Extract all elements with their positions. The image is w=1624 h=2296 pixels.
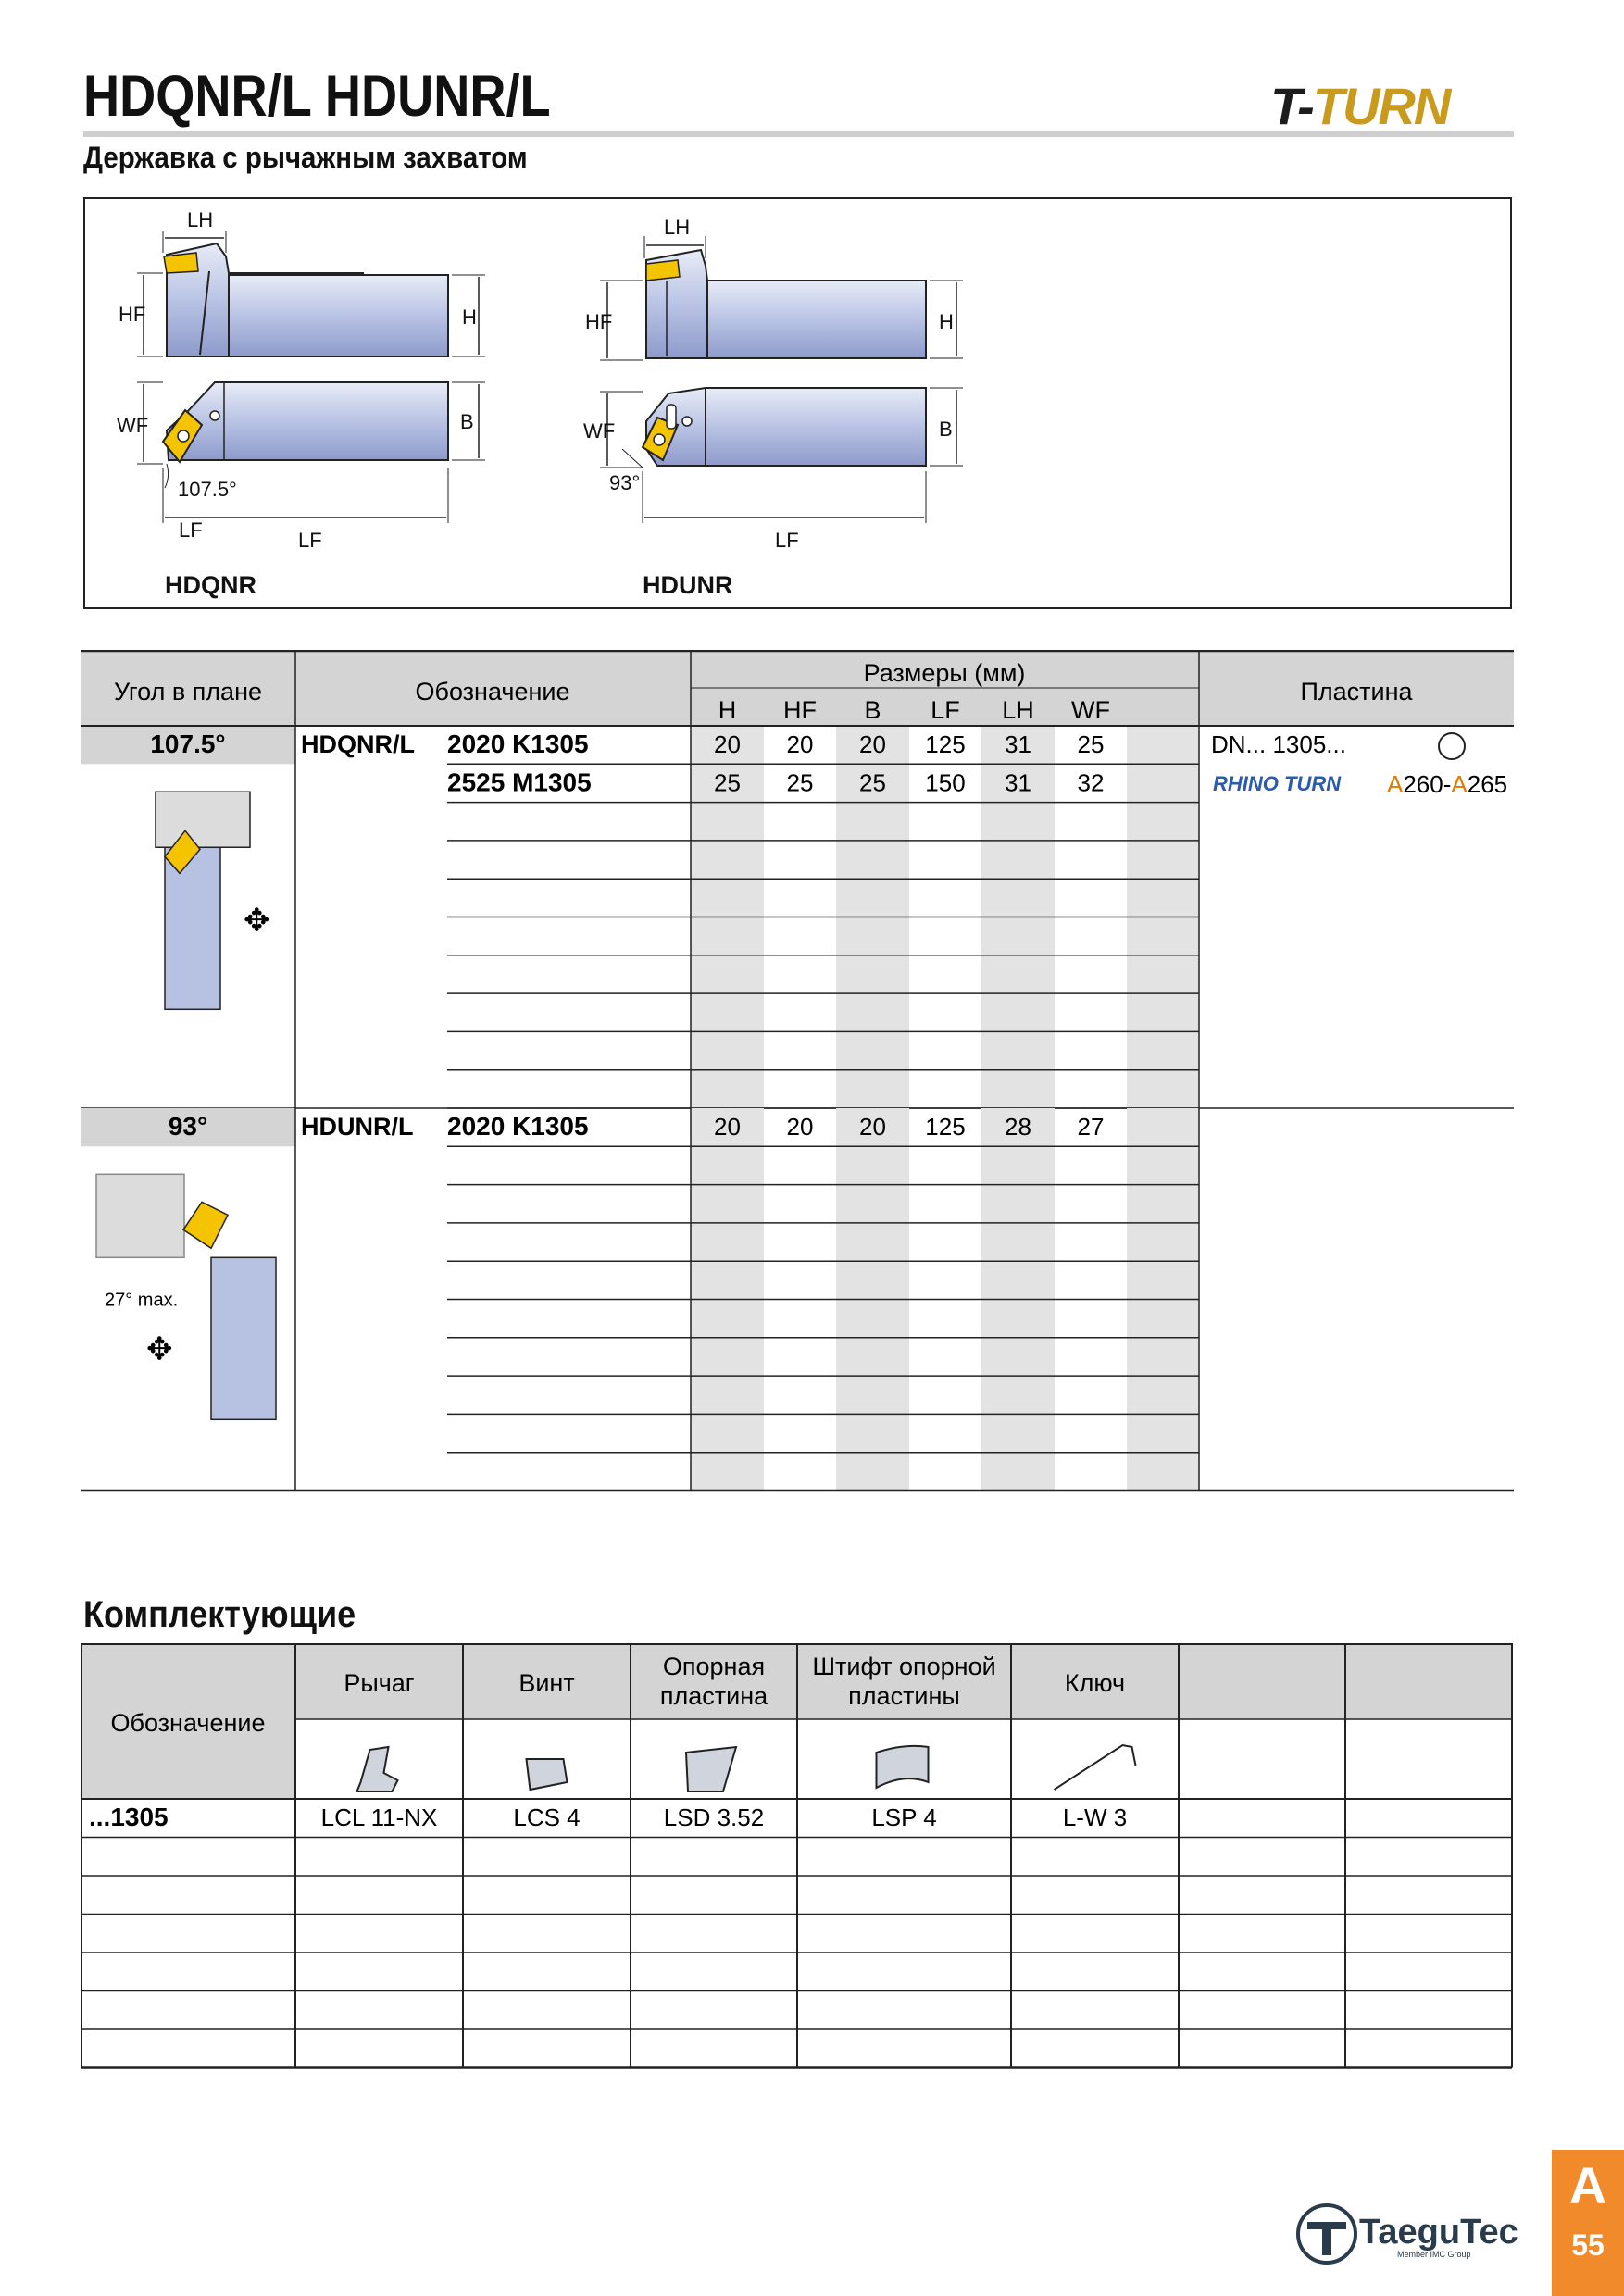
hdunr-lh-label: LH (664, 216, 691, 239)
t-turn-logo (1270, 76, 1449, 136)
family-code: HDUNR/L (301, 1113, 414, 1141)
ref-number: 260- (1403, 770, 1452, 798)
key-icon (1055, 1745, 1136, 1790)
hdqnr-hf-label: HF (119, 303, 146, 326)
page-number: 55 (1571, 2228, 1605, 2262)
logo-word: TURN (1312, 77, 1450, 135)
dim-value: 125 (925, 1113, 966, 1141)
screw-icon (527, 1759, 568, 1790)
col-dimensions-header: Размеры (мм) (863, 659, 1026, 687)
hdqnr-lf-value-label: LF (298, 529, 322, 552)
feed-direction-icon: ✥ (244, 903, 270, 939)
accessory-value: LSP 4 (871, 1803, 937, 1831)
accessory-col-header: Рычаг (344, 1669, 415, 1697)
accessories-title: Комплектующие (83, 1594, 356, 1635)
hdunr-top-view (600, 388, 963, 523)
holder-code: 2525 M1305 (447, 767, 592, 797)
dim-value: 20 (786, 730, 814, 758)
hdqnr-side-view (137, 231, 485, 356)
accessory-designation: ...1305 (89, 1803, 169, 1831)
holder-table (81, 650, 1514, 1499)
dim-value: 31 (1005, 768, 1031, 797)
hdqnr-h-label: H (462, 306, 477, 329)
page-subtitle: Державка с рычажным захватом (83, 141, 528, 174)
dim-col-header-b: B (864, 696, 881, 724)
logo-prefix: T- (1270, 77, 1313, 135)
dim-value: 20 (786, 1113, 814, 1141)
lever-icon (357, 1747, 398, 1791)
tool-drawing-box (83, 197, 1512, 609)
dim-value: 25 (714, 768, 741, 797)
insert-code: DN... 1305... (1211, 730, 1346, 758)
hdunr-code-label: HDUNR (643, 571, 733, 599)
feed-direction-icon: ✥ (146, 1331, 173, 1367)
col-insert-header: Пластина (1300, 678, 1413, 705)
holder-code: 2020 K1305 (447, 1112, 589, 1141)
workpiece-shape (96, 1174, 184, 1257)
accessory-col-header: Винт (518, 1669, 575, 1697)
workpiece-shape (156, 792, 250, 847)
hdunr-h-label: H (939, 310, 954, 333)
insert-shape (183, 1202, 228, 1248)
ref-letter: A (1451, 770, 1468, 798)
hdqnr-lf-label: LF (179, 518, 203, 542)
dim-value: 25 (1077, 730, 1105, 758)
dim-col-header-wf: WF (1071, 696, 1110, 724)
accessories-table-grid (81, 1643, 1514, 2072)
shim-pin-icon (877, 1746, 929, 1788)
shim-icon (686, 1747, 736, 1791)
dim-value: 20 (859, 1113, 886, 1141)
max-angle-label: 27° max. (105, 1290, 179, 1311)
taegutec-emblem-icon (1294, 2202, 1359, 2266)
catalog-ref-pages (1387, 770, 1507, 798)
col-designation-header: Обозначение (415, 678, 570, 705)
company-name: TaeguTec (1359, 2213, 1518, 2252)
catalog-ref-icon (1439, 733, 1465, 759)
holder-table-grid (81, 650, 1514, 1494)
hdunr-wf-label: WF (583, 419, 616, 443)
ref-letter: A (1387, 770, 1404, 798)
dim-value: 25 (859, 768, 886, 797)
dim-col-header-hf: HF (783, 696, 817, 724)
accessory-col-header: Ключ (1064, 1669, 1126, 1697)
dim-value: 125 (925, 730, 966, 758)
angle-107-illustration (165, 847, 220, 1009)
section-letter: A (1568, 2156, 1607, 2215)
hdqnr-lh-label: LH (187, 208, 214, 231)
accessory-col-header: пластины (848, 1682, 960, 1710)
dim-col-header-lh: LH (1002, 696, 1034, 724)
ref-number: 265 (1467, 770, 1508, 798)
accessories-designation-header: Обозначение (110, 1709, 266, 1737)
angle-value: 107.5° (150, 730, 226, 758)
accessory-value: L-W 3 (1062, 1803, 1128, 1831)
accessory-col-header: пластина (659, 1682, 768, 1710)
rhino-turn-logo: RHINO TURN (1213, 772, 1342, 795)
dim-value: 32 (1077, 768, 1105, 797)
angle-93-illustration (211, 1257, 276, 1419)
dim-col-header-lf: LF (931, 696, 960, 724)
accessories-table (81, 1643, 1514, 2077)
col-angle-header: Угол в плане (113, 678, 263, 705)
angle-value: 93° (168, 1112, 208, 1141)
hdunr-angle-label: 93° (609, 471, 641, 494)
dim-value: 27 (1077, 1113, 1105, 1141)
dim-col-header-h: H (718, 696, 737, 724)
accessory-value: LCL 11-NX (320, 1803, 438, 1831)
company-subline: Member IMC Group (1397, 2250, 1471, 2259)
hdunr-side-view (600, 236, 963, 360)
accessory-value: LSD 3.52 (663, 1803, 765, 1831)
dim-value: 150 (925, 768, 966, 797)
dim-value: 31 (1005, 730, 1031, 758)
hdqnr-angle-label: 107.5° (178, 478, 237, 501)
hdunr-b-label: B (939, 418, 953, 441)
accessory-col-header: Штифт опорной (812, 1653, 996, 1680)
hdqnr-b-label: B (460, 410, 474, 433)
dim-value: 28 (1005, 1113, 1031, 1141)
hdunr-lf-label: LF (775, 529, 799, 552)
page-title: HDQNR/L HDUNR/L (83, 64, 551, 129)
dim-value: 25 (786, 768, 814, 797)
hdqnr-wf-label: WF (117, 414, 149, 437)
dim-value: 20 (859, 730, 886, 758)
section-tab (1552, 2150, 1624, 2296)
dim-value: 20 (714, 730, 741, 758)
family-code: HDQNR/L (301, 730, 415, 758)
dim-value: 20 (714, 1113, 741, 1141)
hdunr-hf-label: HF (585, 310, 613, 333)
accessory-value: LCS 4 (513, 1803, 581, 1831)
hdqnr-code-label: HDQNR (165, 571, 256, 599)
holder-code: 2020 K1305 (447, 730, 589, 758)
hdqnr-top-view (137, 382, 485, 523)
accessory-col-header: Опорная (662, 1653, 766, 1680)
